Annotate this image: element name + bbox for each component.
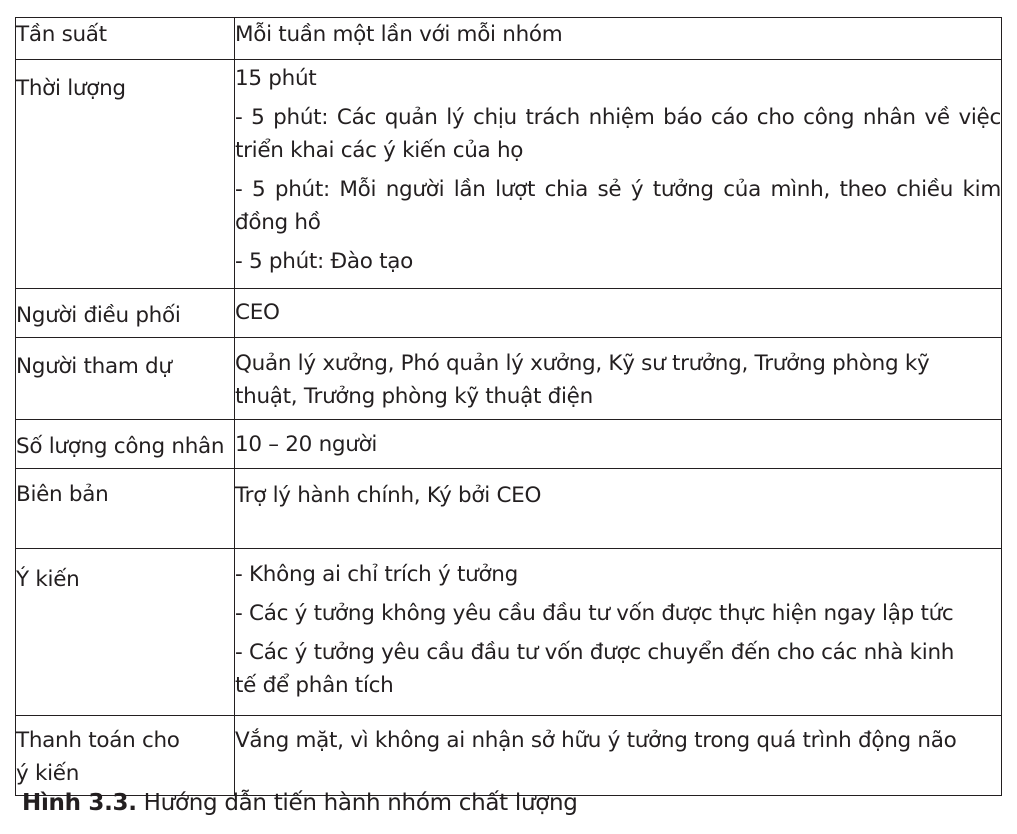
row-value: [235, 716, 1002, 796]
row-value: [235, 420, 1002, 469]
row-label: Ý kiến: [16, 549, 235, 716]
caption-number: Hình 3.3.: [22, 790, 137, 816]
value-line: 10 – 20 người: [235, 432, 378, 457]
row-value: [235, 289, 1002, 338]
meeting-guideline-table: [15, 17, 1002, 796]
value-line: CEO: [235, 300, 280, 325]
value-line: Quản lý xưởng, Phó quản lý xưởng, Kỹ sư trưởng, Trưởng phòng kỹ thuật, Trưởng phòng kỹ thuật điện: [235, 351, 930, 409]
row-label: Thanh toán cho ý kiến: [16, 716, 235, 796]
table-row: [16, 289, 1002, 338]
value-line: - 5 phút: Mỗi người lần lượt chia sẻ ý tưởng của mình, theo chiều kim đồng hồ: [235, 177, 1001, 235]
row-value: [235, 338, 1002, 420]
table-row: [16, 469, 1002, 549]
row-label: Thời lượng: [16, 60, 235, 289]
row-label: Người tham dự: [16, 338, 235, 420]
row-label: Số lượng công nhân: [16, 420, 235, 469]
row-value: [235, 469, 1002, 549]
value-line: 15 phút: [235, 66, 317, 91]
value-line: - 5 phút: Các quản lý chịu trách nhiệm báo cáo cho công nhân về việc triển khai các ý kiến của họ: [235, 105, 1001, 163]
row-label: Người điều phối: [16, 289, 235, 338]
value-line: - Không ai chỉ trích ý tưởng: [235, 562, 518, 587]
row-label: Biên bản: [16, 469, 235, 549]
table-row: [16, 549, 1002, 716]
table-row: [16, 420, 1002, 469]
table-row: [16, 716, 1002, 796]
table-row: [16, 60, 1002, 289]
figure-caption: [22, 790, 578, 816]
table-row: [16, 18, 1002, 60]
table-row: [16, 338, 1002, 420]
row-value: [235, 18, 1002, 60]
row-label: Tần suất: [16, 18, 235, 60]
value-line: Vắng mặt, vì không ai nhận sở hữu ý tưởng trong quá trình động não: [235, 728, 957, 753]
row-value: [235, 60, 1002, 289]
value-line: Trợ lý hành chính, Ký bởi CEO: [235, 483, 542, 508]
value-line: - 5 phút: Đào tạo: [235, 249, 413, 274]
value-line: Mỗi tuần một lần với mỗi nhóm: [235, 22, 563, 47]
value-line: - Các ý tưởng yêu cầu đầu tư vốn được chuyển đến cho các nhà kinh tế để phân tích: [235, 640, 955, 698]
value-line: - Các ý tưởng không yêu cầu đầu tư vốn được thực hiện ngay lập tức: [235, 601, 954, 626]
caption-text: Hướng dẫn tiến hành nhóm chất lượng: [136, 790, 578, 816]
row-value: [235, 549, 1002, 716]
